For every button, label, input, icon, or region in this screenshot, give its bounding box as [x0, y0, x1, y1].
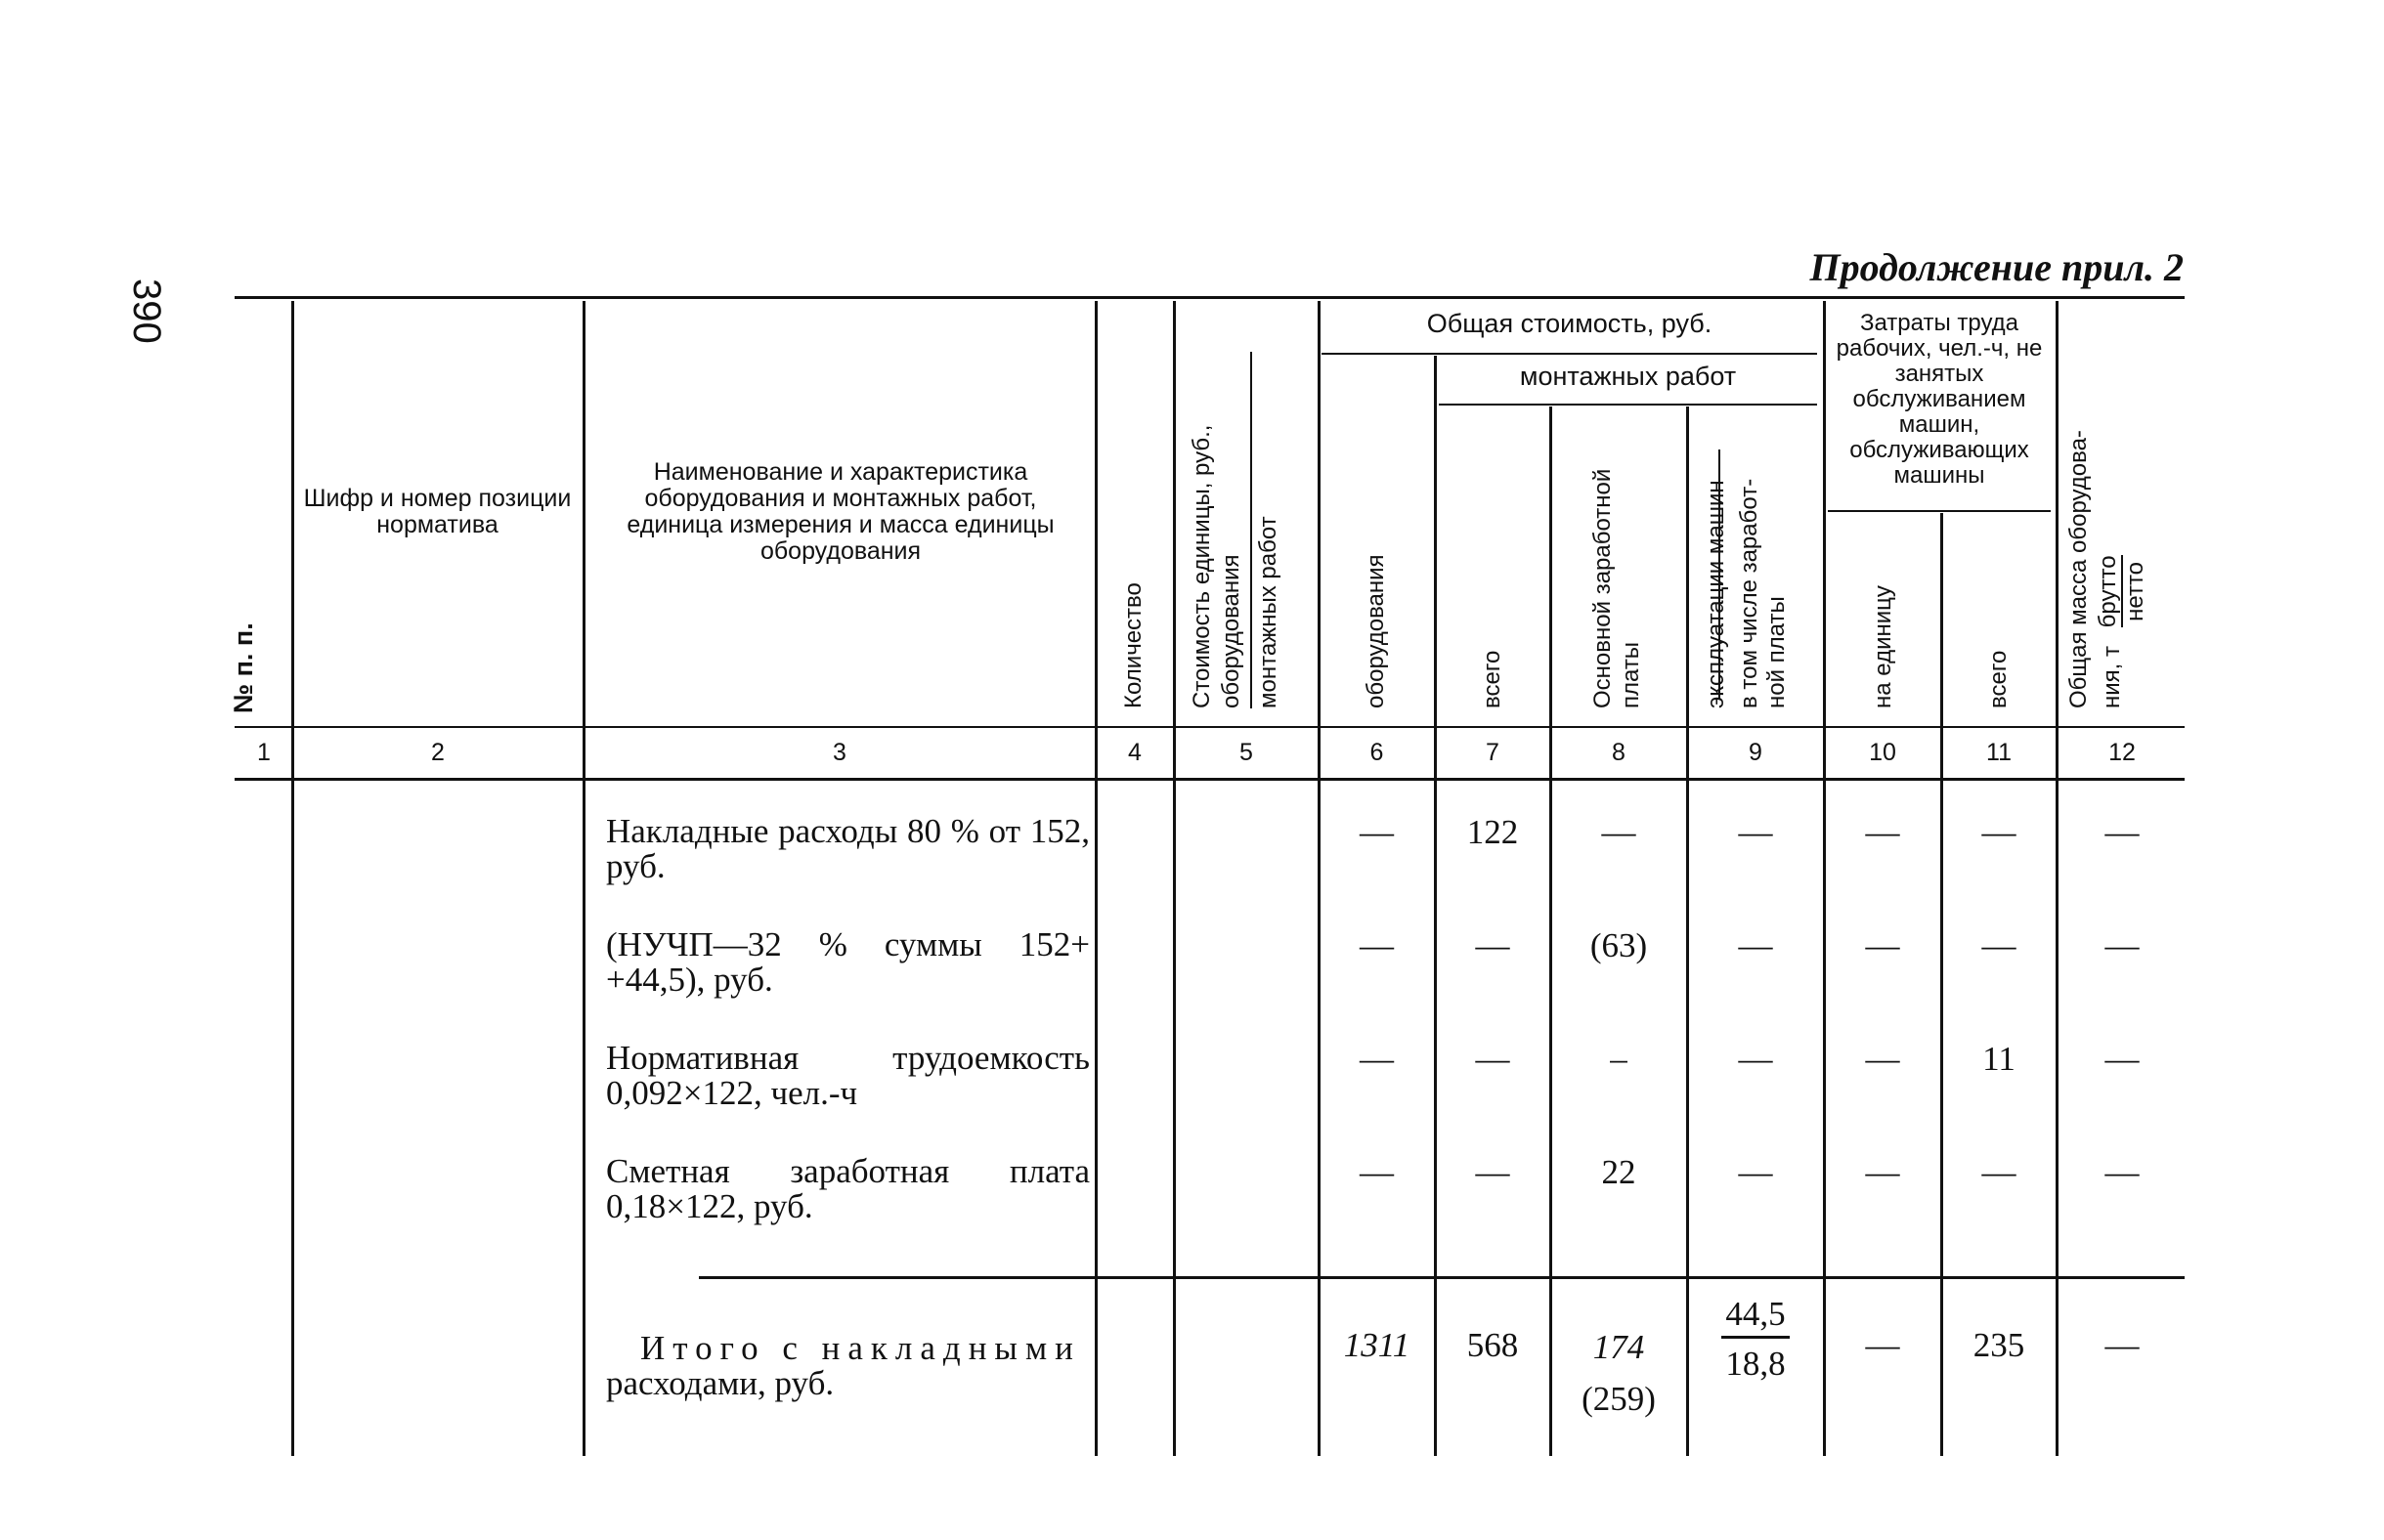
- header-labor-costs: Затраты труда рабочих, чел.-ч, не занятых обслуживанием машин, обслуживающих машины: [1836, 310, 2043, 489]
- row-description: (НУЧП—32 % суммы 152+ +44,5), руб.: [606, 925, 1090, 999]
- cell-equipment: —: [1360, 926, 1394, 964]
- header-norm-code: Шифр и номер позиции норматива: [303, 485, 572, 538]
- column-number: 3: [833, 739, 846, 766]
- header-row-number: № п. п.: [229, 622, 258, 713]
- cell-per-unit: —: [1865, 926, 1900, 964]
- cell-labor-total: —: [1981, 1153, 2016, 1191]
- header-per-unit: на единицу: [1870, 585, 1896, 708]
- total-cost-rule: [1322, 353, 1817, 355]
- cell-per-unit: —: [1865, 1040, 1900, 1078]
- column-number: 6: [1369, 739, 1384, 766]
- row-description: Нормативная трудоемкость 0,092×122, чел.-ч: [606, 1039, 1090, 1112]
- cell-machine-op: —: [1738, 813, 1773, 851]
- cell-base-wage: (63): [1589, 926, 1648, 964]
- numbers-bottom-rule: [235, 778, 2185, 781]
- column-number: 8: [1612, 739, 1625, 766]
- page-number: 390: [125, 278, 168, 344]
- cell-labor-total: 11: [1982, 1040, 2016, 1078]
- mount-rule: [1439, 404, 1817, 406]
- col-divider: [1549, 406, 1552, 1456]
- header-bottom-rule: [235, 726, 2185, 728]
- total-base-wage: 174: [1592, 1328, 1645, 1366]
- header-labor-total: всего: [1985, 650, 2012, 708]
- header-description: Наименование и характеристика оборудования и монтажных работ, единица измерения и масса единицы оборудования: [627, 458, 1055, 565]
- cell-mass: —: [2104, 926, 2140, 964]
- total-mount: 568: [1466, 1326, 1519, 1364]
- header-machine-operation: эксплуатации машин в том числе заработ- ной платы: [1703, 478, 1790, 708]
- column-number: 10: [1869, 739, 1896, 766]
- labor-rule: [1828, 510, 2051, 512]
- cell-mass: —: [2104, 813, 2140, 851]
- cell-mass: —: [2104, 1040, 2140, 1078]
- cell-base-wage: 22: [1601, 1153, 1636, 1191]
- header-quantity: Количество: [1120, 582, 1147, 708]
- total-base-wage-sub: (259): [1582, 1380, 1656, 1418]
- total-per-unit: —: [1865, 1326, 1900, 1364]
- row-description: Накладные расходы 80 % от 152, руб.: [606, 812, 1090, 885]
- column-number: 2: [431, 739, 445, 766]
- cell-mass: —: [2104, 1153, 2140, 1191]
- header-total-cost: Общая стоимость, руб.: [1426, 309, 1712, 338]
- total-description: Итого с накладными расходами, руб.: [606, 1329, 1081, 1402]
- col-divider: [1940, 513, 1943, 1456]
- cell-labor-total: —: [1981, 926, 2016, 964]
- column-number: 1: [257, 739, 271, 766]
- column-number: 12: [2108, 739, 2136, 766]
- column-number: 4: [1128, 739, 1142, 766]
- cell-mount-total: —: [1475, 926, 1510, 964]
- column-number: 9: [1749, 739, 1762, 766]
- header-total-mass: Общая масса оборудова- ния, т брутто нетто: [2065, 430, 2148, 708]
- col-divider: [291, 301, 294, 1456]
- col-divider: [1434, 356, 1437, 1456]
- column-number: 7: [1486, 739, 1499, 766]
- col-divider: [583, 301, 585, 1456]
- column-number: 11: [1986, 739, 2012, 766]
- total-labor: 235: [1972, 1326, 2025, 1364]
- cell-machine-op: —: [1738, 1040, 1773, 1078]
- header-unit-cost: Стоимость единицы, руб., оборудования монтажных работ: [1189, 424, 1281, 708]
- cell-equipment: —: [1360, 813, 1394, 851]
- continuation-caption: Продолжение прил. 2: [1809, 245, 2184, 289]
- col-divider: [1173, 301, 1176, 1456]
- cell-machine-op: —: [1738, 926, 1773, 964]
- col-divider: [1686, 406, 1689, 1456]
- cell-per-unit: —: [1865, 1153, 1900, 1191]
- cell-base-wage: –: [1610, 1040, 1627, 1078]
- col-divider: [1095, 301, 1098, 1456]
- header-mount-total: всего: [1479, 650, 1505, 708]
- cell-mount-total: —: [1475, 1153, 1510, 1191]
- column-number: 5: [1239, 739, 1253, 766]
- cell-mount-total: 122: [1466, 813, 1519, 851]
- total-top-rule: [699, 1276, 2185, 1279]
- total-equipment: 1311: [1343, 1326, 1410, 1364]
- col-divider: [2056, 301, 2059, 1456]
- row-description: Сметная заработная плата 0,18×122, руб.: [606, 1152, 1090, 1225]
- cell-mount-total: —: [1475, 1040, 1510, 1078]
- cell-equipment: —: [1360, 1040, 1394, 1078]
- header-mounting: монтажных работ: [1519, 362, 1737, 391]
- cell-machine-op: —: [1738, 1153, 1773, 1191]
- cell-equipment: —: [1360, 1153, 1394, 1191]
- cell-labor-total: —: [1981, 813, 2016, 851]
- header-base-wage: Основной заработной платы: [1589, 468, 1644, 708]
- col-divider: [1318, 301, 1321, 1456]
- cell-per-unit: —: [1865, 813, 1900, 851]
- header-equipment: оборудования: [1363, 554, 1389, 708]
- col-divider: [1823, 301, 1826, 1456]
- table-top-rule: [235, 296, 2185, 299]
- total-machine-op-fraction: 44,5 18,8: [1690, 1295, 1821, 1384]
- total-mass: —: [2104, 1326, 2140, 1364]
- cell-base-wage: —: [1601, 813, 1636, 851]
